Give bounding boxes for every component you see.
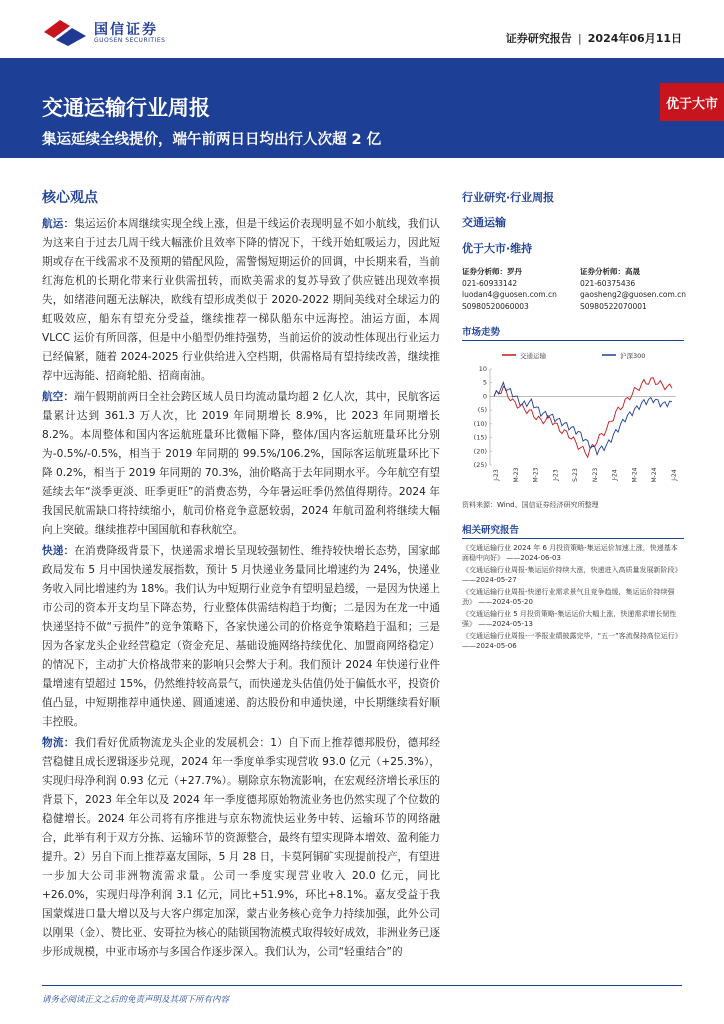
x-tick-label: J-23 <box>493 469 500 481</box>
analyst-email[interactable]: luodan4@guosen.com.cn <box>462 290 557 299</box>
report-category: 行业研究·行业周报 <box>462 191 555 204</box>
analyst-email[interactable]: gaosheng2@guosen.com.cn <box>580 290 687 299</box>
analyst-phone: 021-60933142 <box>462 278 518 288</box>
sidebar <box>462 189 687 653</box>
x-tick-label: M-23 <box>512 467 520 483</box>
trend-chart-svg <box>462 347 684 497</box>
rating-line: 优于大市·维持 <box>462 242 533 255</box>
y-tick-label: 10 <box>478 365 487 373</box>
brand-name-cn: 国信证券 <box>94 22 158 38</box>
x-tick-label: M-23 <box>532 467 540 483</box>
rating-badge: 优于大市 <box>660 83 724 121</box>
legend-label: 交通运输 <box>520 352 546 360</box>
x-tick-label: N-23 <box>591 467 599 483</box>
section-title: 核心观点 <box>42 190 98 206</box>
related-reports-list <box>462 543 684 651</box>
top-header <box>0 0 724 58</box>
title-banner <box>0 58 724 158</box>
y-tick-label: 0 <box>482 392 487 401</box>
series-line-transport <box>494 378 672 457</box>
analyst-card: 证券分析师：罗丹 021-60933142 luodan4@guosen.com.cn S0980520060003 <box>462 266 566 312</box>
analysts <box>462 266 687 312</box>
report-type: 证券研究报告 <box>505 32 572 45</box>
x-tick-label: J-24 <box>611 469 619 481</box>
brand-logo <box>42 16 180 48</box>
footer-divider <box>42 985 682 986</box>
analyst-card: 证券分析师：高晟 021-60375436 gaosheng2@guosen.com.cn S0980522070001 <box>580 267 687 311</box>
y-tick-label: (5) <box>477 406 487 415</box>
y-tick-label: (20) <box>473 447 487 456</box>
y-tick-label: (10) <box>473 419 487 428</box>
guosen-logo-icon <box>42 18 88 48</box>
market-trend-chart <box>462 347 684 497</box>
brand-name-en: GUOSEN SECURITIES <box>94 37 166 44</box>
footer-disclaimer: 请务必阅读正文之后的免责声明及其项下所有内容 <box>42 995 230 1005</box>
y-tick-label: (25) <box>473 461 487 469</box>
market-trend-title: 市场走势 <box>462 324 684 341</box>
industry-name: 交通运输 <box>462 216 506 229</box>
related-report-item[interactable]: 《交通运输行业 2024 年 6 月投资策略-集运运价加速上涨，快递基本面稳中向好》 ——2024-06-03 <box>462 544 678 562</box>
paragraph-logistics: 物流：我们看好优质物流龙头企业的发展机会：1）自下而上推荐德邦股份，德邦经营稳健且成长逻辑逐步兑现，2024 年一季度单季实现营收 93.0 亿元（+25.3%），实现归母净利润 0.93 亿元（+27.7%）。剔除京东物流影响，在宏观经济增长承压的背景下，2023 年全年以及 2024 年一季度德邦原始物流业务也仍然实现了个位数的稳健增长。2024 年公司将有序推进与京东物流快运业务中转、运输环节的网络融合，此举有利于双方分拣、运输环节的资源整合，最终有望实现降本增效、盈利能力提升。2）另自下而上推荐嘉友国际，5 月 28 日，卡莫阿铜矿实现提前投产，有望进一步加大公司非洲物流需求量。公司一季度实现营业收入 20.0 亿元，同比+26.0%，实现归母净利润 3.1 亿元，同比+51.9%，环比+8.1%。嘉友受益于我国蒙煤进口量大增以及与大客户绑定加深，蒙古业务核心竞争力持续加强，此外公司以刚果（金）、赞比亚、安哥拉为核心的陆锁国物流模式取得较好成效，非洲业务已逐步形成规模，中亚市场亦与多国合作逐步深入。我们认为，公司“轻重结合”的 <box>42 737 440 958</box>
y-tick-label: (15) <box>473 433 487 442</box>
x-tick-label: M-24 <box>631 467 639 483</box>
core-views-section <box>42 187 440 964</box>
analyst-cert: S0980522070001 <box>580 301 647 311</box>
report-title: 交通运输行业周报 <box>42 96 210 120</box>
chart-source: 资料来源：Wind、国信证券经济研究所整理 <box>462 501 599 509</box>
related-reports-title: 相关研究报告 <box>462 522 684 539</box>
x-tick-label: J-23 <box>552 469 560 481</box>
paragraph-aviation: 航空：端午假期前两日全社会跨区域人员日均流动量均超 2 亿人次，其中，民航客运量累计达到 361.3 万人次，比 2019 年同期增长 8.9%，比 2023 年同期增长 8.2%。本周整体和国内客运航班量环比微幅下降，整体/国内客运航班量环比分别为-0.5%/-0.5%，相当于 2019 年同期的 99.5%/106.2%，国际客运航班量环比下降 0.2%，相当于 2019 年同期的 70.3%，油价略高于去年同期水平。今年航空有望延续去年“淡季更淡、旺季更旺”的消费态势，今年暑运旺季仍然值得期待。2024 年我国民航需缺口将持续缩小，航司价格竞争意愿较弱，2024 年航司盈利将继续大幅向上突破。继续推荐中国国航和春秋航空。 <box>42 391 440 536</box>
x-tick-label: S-23 <box>572 468 580 482</box>
related-report-item[interactable]: 《交通运输行业周报-一季报业绩披露完毕，“五一”客流保持高位运行》 ——2024-05-06 <box>462 632 682 650</box>
related-report-item[interactable]: 《交通运输行业周报-快递行业需求景气且竞争趋缓，集运运价持续强劲》 ——2024-05-20 <box>462 588 675 606</box>
x-tick-label: J-24 <box>671 469 678 481</box>
report-type-date: 证券研究报告 | 2024年06月11日 <box>505 32 682 45</box>
series-line-csi300 <box>494 382 672 454</box>
report-date: 2024年06月11日 <box>587 32 682 45</box>
y-tick-label: 5 <box>482 378 487 387</box>
related-report-item[interactable]: 《交通运输行业周报-集运运价持续大涨，快递进入高质量发展新阶段》 ——2024-05-27 <box>462 566 682 584</box>
legend-label: 沪深300 <box>620 352 646 360</box>
x-tick-label: M-24 <box>651 467 659 483</box>
paragraph-shipping: 航运：集运运价本周继续实现全线上涨，但是干线运价表现明显不如小航线，我们认为这来自于过去几周干线大幅涨价且效率下降的情况下，干线开始虹吸运力，因此短期或存在干线需求不及预期的错配风险，需警惕短期运价的回调，中长期来看，当前红海危机的长期化带来行业供需扭转，而欧美需求的复苏导致了供应链出现效率损失，如绪港问题无法解决，欧线有望形成类似于 2020-2022 期间美线对全球运力的虹吸效应，船东有望充分受益，继续推荐一梯队船东中远海控。油运方面，本周 VLCC 运价有所回落，但是中小船型仍维持强势，当前运价的波动性体现出行业运力已经偏紧，随着 2024-2025 行业供给进入空档期，供需格局有望持续改善，继续推荐中远海能、招商轮船、招商南油。 <box>42 218 441 382</box>
analyst-phone: 021-60375436 <box>580 278 636 288</box>
report-subtitle: 集运延续全线提价，端午前两日日均出行人次超 2 亿 <box>42 132 382 148</box>
paragraph-express: 快递：在消费降级背景下，快递需求增长呈现较强韧性、维持较快增长态势，国家邮政局发布 5 月中国快递发展指数，预计 5 月快递业务量同比增速约为 24%，快递业务收入同比增速约为 18%。我们认为中短期行业竞争有望明显趋缓，一是因为快递上市公司的资本开支均呈下降态势，行业整体供需结构趋于均衡；二是因为在龙一中通快递坚持不做“亏损件”的竞争策略下，各家快递公司的价格竞争策略趋于温和；三是因为各家龙头企业经营稳定（资金充足、基础设施网络持续优化、加盟商网络稳定）的情况下，主动扩大价格战带来的影响只会弊大于利。我们预计 2024 年快递行业件量增速有望超过 15%，仍然维持较高景气，而快递龙头估值仍处于偏低水平，投资价值凸显，中短期推荐申通快递、圆通速递、韵达股份和申通快递，中长期继续看好顺丰控股。 <box>42 545 441 728</box>
analyst-cert: S0980520060003 <box>462 301 529 311</box>
related-report-item[interactable]: 《交通运输行业 5 月投资策略-集运运价大幅上涨，快递需求增长韧性强》 ——2024-05-13 <box>462 610 677 628</box>
